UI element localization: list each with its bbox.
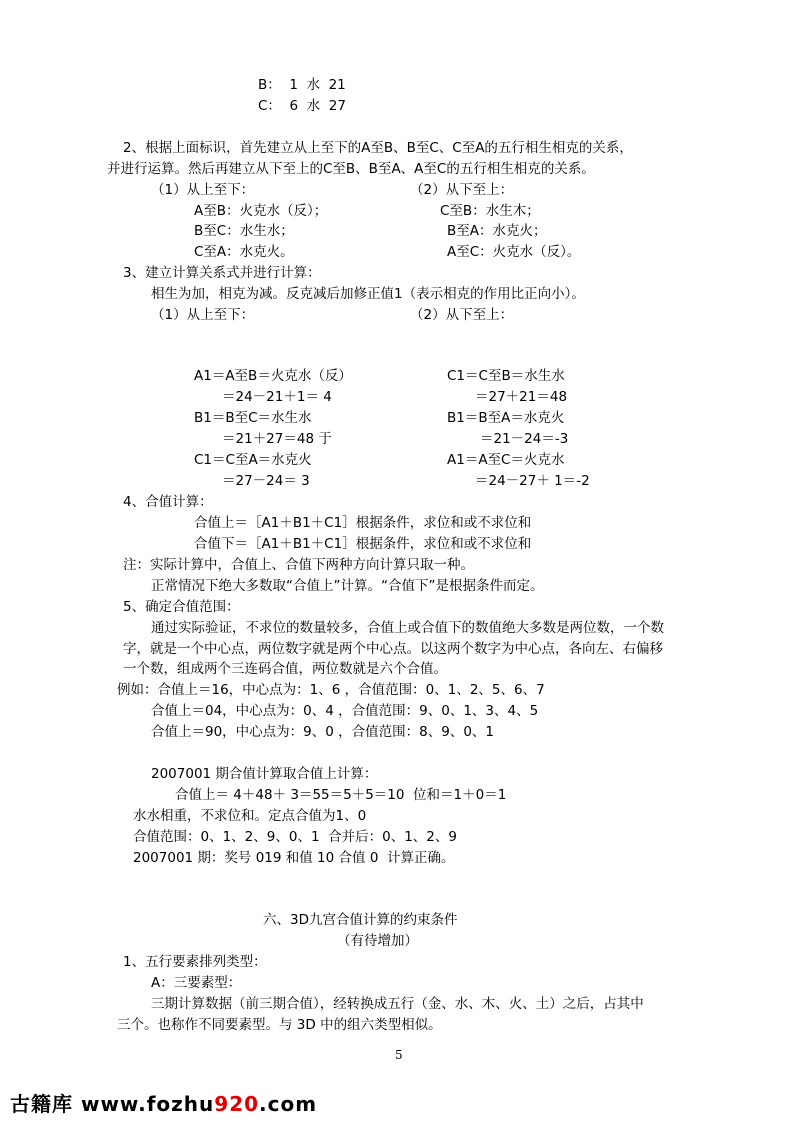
text-line: ＝27－24＝ 3 (222, 473, 310, 489)
text-line: 并进行运算。然后再建立从下至上的C至B、B至A、A至C的五行相生相克的关系。 (107, 161, 595, 177)
text-line: 4、合值计算： (123, 494, 213, 510)
text-line: 例如：合值上＝16，中心点为：1、6 ，合值范围：0、1、2、5、6、7 (117, 682, 545, 698)
text-line: 三期计算数据（前三期合值），经转换成五行（金、水、木、火、土）之后，占其中 (151, 996, 644, 1012)
text-line: ＝27＋21＝48 (475, 389, 568, 405)
section-heading: 六、3D九宫合值计算的约束条件 (263, 912, 458, 928)
text-line: C至B：水生木； (440, 203, 540, 219)
footer-url-digits: 920 (214, 1092, 260, 1116)
footer-watermark (10, 1088, 317, 1117)
text-line: A1＝A至C＝火克水 (447, 452, 565, 468)
text-line: 合值下＝［A1＋B1＋C1］根据条件，求位和或不求位和 (194, 536, 532, 552)
text-line: 注：实际计算中，合值上、合值下两种方向计算只取一种。 (123, 557, 474, 573)
text-line: C至A：水克火。 (194, 244, 294, 260)
page-number: 5 (395, 1048, 403, 1062)
text-line: 三个。也称作不同要素型。与 3D 中的组六类型相似。 (117, 1017, 442, 1033)
text-line: 水水相重，不求位和。定点合值为1、0 (133, 808, 367, 824)
text-line: （1）从上至下： (151, 182, 255, 198)
footer-url-part3: .com (259, 1092, 318, 1116)
text-line: 合值上＝90，中心点为：9、0 ，合值范围：8、9、0、1 (151, 724, 495, 740)
text-line: C1＝C至A＝水克火 (194, 452, 312, 468)
text-line: 合值上＝ 4＋48＋ 3＝55＝5＋5＝10 位和＝1＋0＝1 (175, 787, 507, 803)
text-line: ＝24－21＋1＝ 4 (222, 389, 332, 405)
text-line: ＝24－27＋ 1＝-2 (475, 473, 590, 489)
text-line: 相生为加，相克为减。反克减后加修正值1（表示相克的作用比正向小）。 (151, 286, 585, 302)
text-line: 合值上＝［A1＋B1＋C1］根据条件，求位和或不求位和 (194, 515, 532, 531)
text-line: B至A：水克火； (447, 223, 547, 239)
text-line: （1）从上至下： (151, 307, 255, 323)
text-line: 一个数，组成两个三连码合值，两位数就是六个合值。 (123, 661, 447, 677)
text-line: A至B：火克水（反）； (194, 203, 328, 219)
text-line: B1＝B至C＝水生水 (194, 410, 312, 426)
text-line: A：三要素型： (151, 975, 242, 991)
text-line: 1、五行要素排列类型： (123, 954, 267, 970)
text-line: B至C：水生水； (194, 223, 294, 239)
text-line: A至C：火克水（反）。 (447, 244, 581, 260)
footer-url-part1: www.fozhu (80, 1092, 215, 1116)
text-line: 字，就是一个中心点，两位数字就是两个中心点。以这两个数字为中心点，各向左、右偏移 (123, 641, 663, 657)
section-subheading: （有待增加） (337, 933, 418, 949)
text-line: ＝21＋27＝48 于 (222, 431, 332, 447)
text-line: （2）从下至上： (410, 307, 514, 323)
text-line: 合值范围：0、1、2、9、0、1 合并后：0、1、2、9 (133, 829, 457, 845)
text-line: ＝21－24＝-3 (480, 431, 569, 447)
text-line: 3、建立计算关系式并进行计算： (123, 265, 321, 281)
text-line: （2）从下至上： (410, 182, 514, 198)
text-line: 2007001 期：奖号 019 和值 10 合值 0 计算正确。 (133, 850, 455, 866)
text-line: C： 6 水 27 (258, 98, 346, 114)
text-line: B： 1 水 21 (258, 77, 346, 93)
footer-site-name: 古籍库 (10, 1092, 73, 1116)
text-line: 2、根据上面标识，首先建立从上至下的A至B、B至C、C至A的五行相生相克的关系， (123, 140, 633, 156)
text-line: A1＝A至B＝火克水（反） (194, 368, 352, 384)
text-line: B1＝B至A＝水克火 (447, 410, 565, 426)
text-line: C1＝C至B＝水生水 (447, 368, 565, 384)
text-line: 合值上＝04，中心点为：0、4 ，合值范围：9、0、1、3、4、5 (151, 703, 539, 719)
text-line: 通过实际验证，不求位的数量较多，合值上或合值下的数值绝大多数是两位数，一个数 (151, 620, 664, 636)
text-line: 5、确定合值范围： (123, 599, 240, 615)
text-line: 正常情况下绝大多数取“合值上”计算。“合值下”是根据条件而定。 (151, 578, 544, 594)
text-line: 2007001 期合值计算取合值上计算： (151, 766, 378, 782)
